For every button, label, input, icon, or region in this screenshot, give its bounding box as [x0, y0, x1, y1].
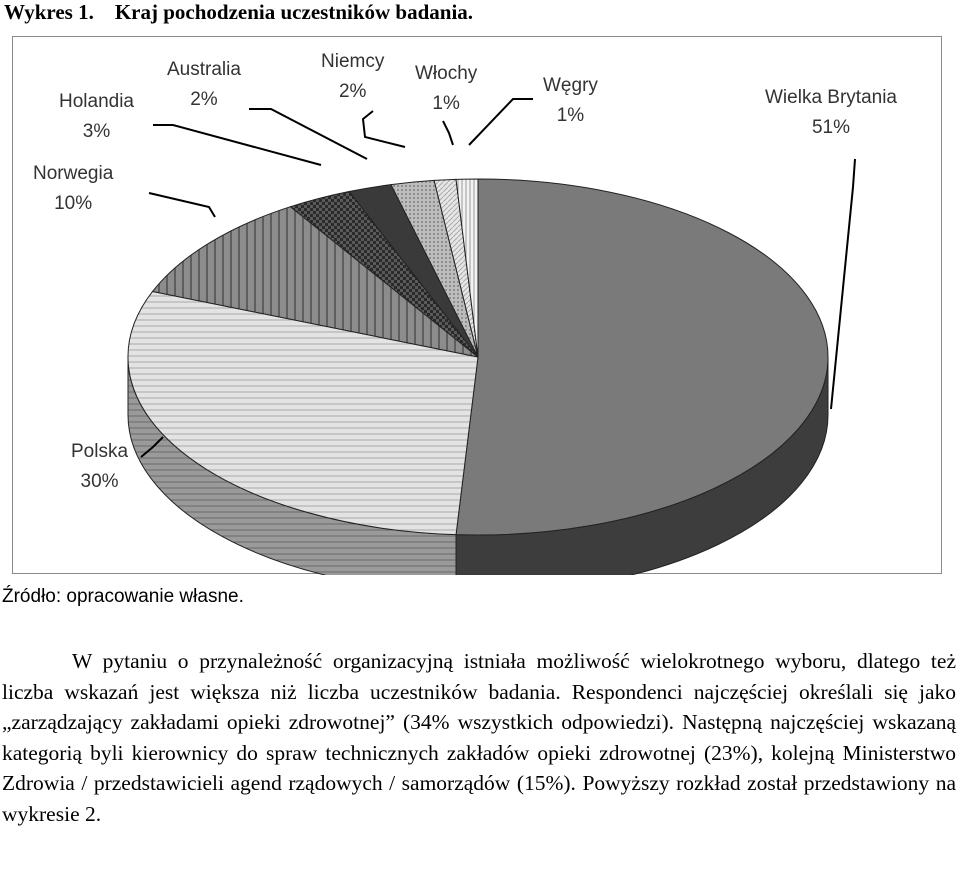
leader-line-niemcy [363, 111, 405, 147]
chart-frame [12, 36, 942, 574]
label-norwegia: Norwegia 10% [33, 163, 114, 214]
figure-caption: Kraj pochodzenia uczestników badania. [114, 0, 474, 24]
label-wegry: Węgry 1% [543, 75, 598, 126]
label-niemcy: Niemcy 2% [321, 51, 385, 102]
leader-line-wielka-brytania [831, 159, 855, 409]
label-australia: Australia 2% [167, 59, 241, 110]
figure-number: Wykres 1. [4, 0, 94, 24]
leader-line-norwegia [149, 193, 215, 217]
paragraph-text: W pytaniu o przynależność organizacyjną istniała możliwość wielokrotnego wyboru, dlatego też liczba wskazań jest większa niż liczba uczestników badania. Respondenci najczęściej określali się jako „zarządzający zakładami opieki zdrowotnej” (34% wszystkich odpowiedzi). Następną najczęściej wskazaną kategorią byli kierownicy do spraw technicznych zakładów opieki zdrowotnej (23%), kolejną Ministerstwo Zdrowia / przedstawicieli agend rządowych / samorządów (15%). Powyższy rozkład został przedstawiony na wykresie 2. [2, 649, 956, 826]
leader-line-wlochy [443, 121, 453, 145]
figure-title [4, 0, 473, 25]
leader-line-holandia [153, 125, 321, 165]
label-polska: Polska 30% [71, 441, 129, 492]
leader-line-australia [249, 109, 367, 159]
body-paragraph [2, 646, 956, 829]
leader-line-wegry [469, 99, 533, 145]
label-wielka-brytania: Wielka Brytania 51% [765, 87, 897, 138]
label-holandia: Holandia 3% [59, 91, 134, 142]
source-note: Źródło: opracowanie własne. [2, 586, 244, 607]
label-wlochy: Włochy 1% [415, 63, 478, 114]
pie-tops [128, 179, 828, 535]
